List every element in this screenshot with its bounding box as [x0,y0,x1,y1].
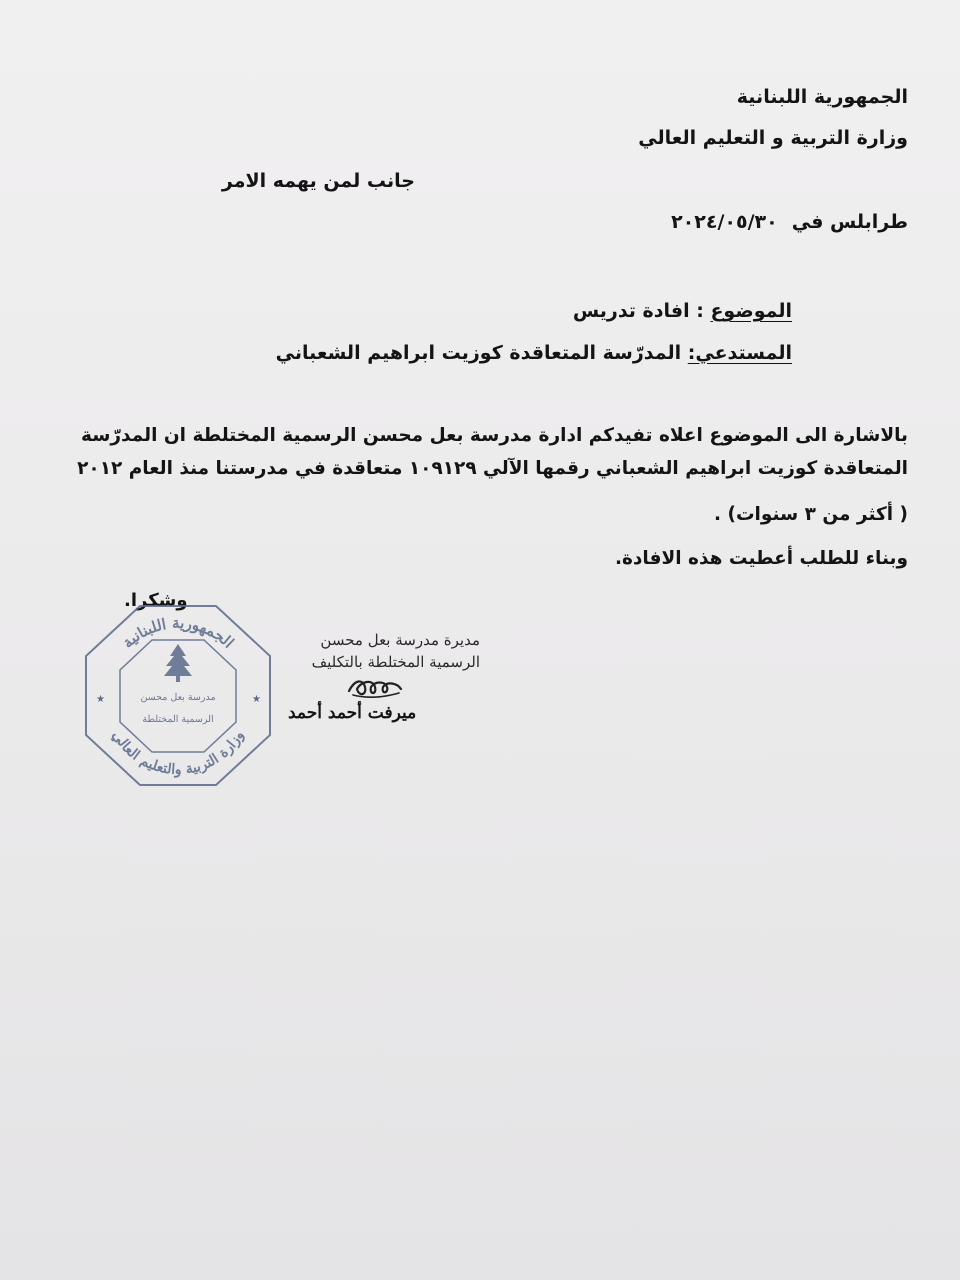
signatory-title-line-1: مديرة مدرسة بعل محسن [320,631,480,649]
official-stamp [78,598,278,793]
stamp-outer-top-text: الجمهورية اللبنانية [118,613,238,652]
signatory-title-line-2: الرسمية المختلطة بالتكليف [311,652,480,671]
applicant-value: المدرّسة المتعاقدة كوزيت ابراهيم الشعباني [275,342,688,364]
subject-value: : افادة تدريس [572,300,704,322]
signatory-name: ميرفت أحمد أحمد [288,703,417,723]
date-place: طرابلس في [791,211,908,233]
date-line [671,213,908,232]
ministry-heading: وزارة التربية و التعليم العالي [638,127,908,149]
star-icon: ★ [252,694,261,705]
subject-label: الموضوع [710,300,792,322]
handwritten-signature [345,673,405,703]
stamp-inner-line-1: مدرسة بعل محسن [140,692,216,703]
body-paragraph-line-3: ( أكثر من ٣ سنوات) . [714,504,908,525]
stamp-outer-bottom-text: وزارة التربية والتعليم العالي [108,727,248,779]
body-paragraph-line-1: بالاشارة الى الموضوع اعلاه تفيدكم ادارة مدرسة بعل محسن الرسمية المختلطة ان المدرّسة [81,425,908,446]
stamp-inner-line-2: الرسمية المختلطة [142,714,214,725]
republic-heading: الجمهورية اللبنانية [736,86,908,108]
body-paragraph-line-2: المتعاقدة كوزيت ابراهيم الشعباني رقمها الآلي ١٠٩١٢٩ متعاقدة في مدرستنا منذ العام ٢٠١٢ [77,458,908,479]
date-value: ٢٠٢٤/٠٥/٣٠ [671,211,778,233]
applicant-label: المستدعي: [687,342,792,364]
signatory-title [312,630,480,674]
applicant-line [276,344,792,363]
subject-line [573,302,792,321]
closing-thanks: وشكرا. [124,590,188,611]
star-icon: ★ [96,694,105,705]
cedar-icon [164,644,192,682]
recipient-line: جانب لمن يهمه الامر [221,170,415,192]
body-paragraph-line-4: وبناء للطلب أعطيت هذه الافادة. [614,548,908,569]
